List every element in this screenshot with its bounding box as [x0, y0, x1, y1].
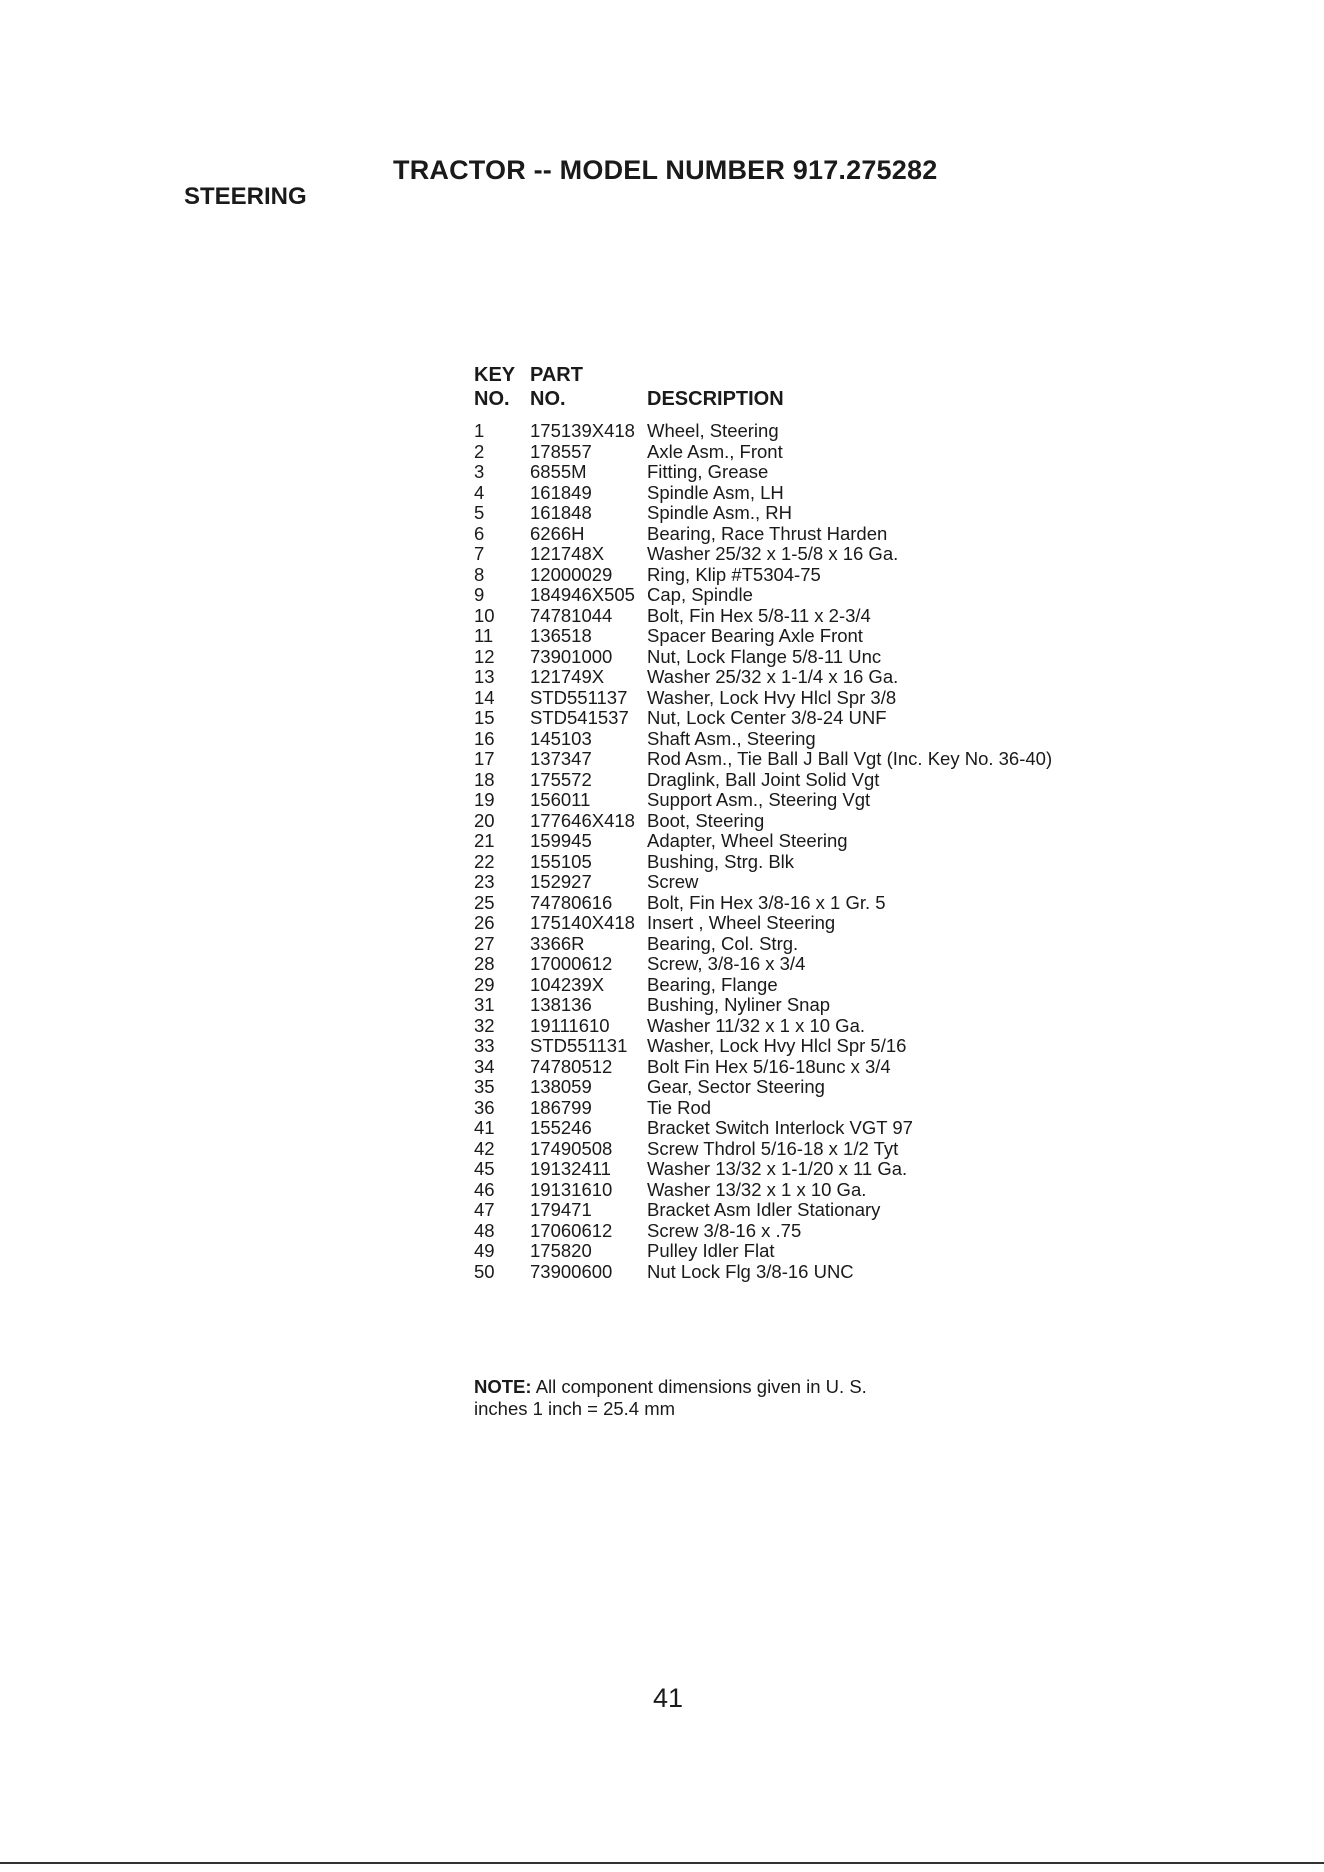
description: Washer 11/32 x 1 x 10 Ga. — [647, 1014, 865, 1036]
key-no: 31 — [474, 994, 495, 1015]
part-no: STD541537 — [530, 707, 629, 728]
part-no: STD551137 — [530, 686, 628, 708]
key-no: 8 — [474, 563, 485, 585]
key-no: 49 — [474, 1240, 495, 1261]
description: Axle Asm., Front — [647, 440, 783, 462]
part-no: 186799 — [530, 1096, 592, 1118]
description: Rod Asm., Tie Ball J Ball Vgt (Inc. Key No. 36-40) — [647, 748, 1053, 769]
part-no: 74780616 — [530, 891, 613, 913]
description: Washer 25/32 x 1-5/8 x 16 Ga. — [647, 543, 899, 564]
key-no: 17 — [474, 748, 495, 769]
parts-table — [474, 363, 1052, 1282]
table-row — [474, 1241, 1052, 1262]
table-row — [474, 1200, 1052, 1221]
key-no: 32 — [474, 1014, 495, 1036]
key-no: 33 — [474, 1035, 495, 1056]
table-row — [474, 1016, 1052, 1037]
part-no: 152927 — [530, 871, 592, 892]
key-no: 7 — [474, 543, 485, 564]
table-row — [474, 626, 1052, 647]
key-no: 18 — [474, 768, 495, 790]
description: Bushing, Strg. Blk — [647, 850, 795, 872]
description: Bracket Asm Idler Stationary — [647, 1199, 881, 1220]
note-text: All component dimensions given in U. S. — [535, 1376, 867, 1397]
table-row — [474, 483, 1052, 504]
table-row — [474, 749, 1052, 770]
table-row — [474, 872, 1052, 893]
part-no: 159945 — [530, 830, 592, 851]
description: Spacer Bearing Axle Front — [647, 625, 863, 646]
table-row — [474, 811, 1052, 832]
description: Spindle Asm., RH — [647, 502, 792, 523]
key-no: 27 — [474, 932, 495, 954]
table-row — [474, 852, 1052, 873]
key-no: 5 — [474, 502, 485, 523]
table-row — [474, 934, 1052, 955]
section-title: STEERING — [184, 183, 307, 210]
table-row — [474, 688, 1052, 709]
description: Washer 25/32 x 1-1/4 x 16 Ga. — [647, 666, 899, 687]
description: Cap, Spindle — [647, 584, 753, 605]
table-row — [474, 606, 1052, 627]
description: Washer, Lock Hvy Hlcl Spr 3/8 — [647, 686, 897, 708]
description: Wheel, Steering — [647, 420, 779, 441]
table-row — [474, 1262, 1052, 1283]
description: Bolt, Fin Hex 3/8-16 x 1 Gr. 5 — [647, 891, 886, 913]
description: Bushing, Nyliner Snap — [647, 994, 831, 1015]
description: Screw — [647, 871, 699, 892]
table-row — [474, 708, 1052, 729]
part-no: 175140X418 — [530, 912, 635, 933]
part-no: 74780512 — [530, 1055, 613, 1077]
part-no: 175820 — [530, 1240, 592, 1261]
table-row — [474, 1180, 1052, 1201]
note-line-1 — [474, 1376, 954, 1398]
part-no: 136518 — [530, 625, 592, 646]
description: Support Asm., Steering Vgt — [647, 789, 871, 810]
description: Spindle Asm, LH — [647, 481, 784, 503]
description: Washer 13/32 x 1-1/20 x 11 Ga. — [647, 1158, 908, 1179]
key-no: 12 — [474, 645, 495, 667]
description: Gear, Sector Steering — [647, 1076, 825, 1097]
table-row — [474, 729, 1052, 750]
table-row — [474, 1221, 1052, 1242]
note-line-2: inches 1 inch = 25.4 mm — [474, 1398, 676, 1419]
description: Screw, 3/8-16 x 3/4 — [647, 953, 806, 974]
key-no: 34 — [474, 1055, 495, 1077]
table-row — [474, 831, 1052, 852]
table-row — [474, 524, 1052, 545]
table-body — [474, 421, 1052, 1282]
table-row — [474, 913, 1052, 934]
header-key-bottom: NO. — [474, 388, 510, 410]
table-header-row-2 — [474, 387, 1052, 411]
header-part-bottom: NO. — [530, 388, 566, 410]
part-no: 73900600 — [530, 1260, 613, 1282]
part-no: 19132411 — [530, 1158, 611, 1179]
description: Nut, Lock Center 3/8-24 UNF — [647, 707, 887, 728]
key-no: 1 — [474, 420, 485, 441]
page-number: 41 — [652, 1683, 684, 1713]
bottom-rule — [0, 1862, 1324, 1864]
description: Ring, Klip #T5304-75 — [647, 563, 821, 585]
table-row — [474, 1057, 1052, 1078]
key-no: 16 — [474, 727, 495, 749]
note — [474, 1376, 954, 1420]
part-no: 137347 — [530, 748, 592, 769]
header-description: DESCRIPTION — [647, 388, 784, 410]
part-no: 121749X — [530, 666, 605, 687]
table-row — [474, 544, 1052, 565]
table-row — [474, 1036, 1052, 1057]
part-no: 177646X418 — [530, 809, 635, 831]
key-no: 41 — [474, 1117, 495, 1138]
part-no: 145103 — [530, 727, 592, 749]
description: Adapter, Wheel Steering — [647, 830, 848, 851]
key-no: 11 — [474, 625, 494, 646]
part-no: 6266H — [530, 522, 585, 544]
part-no: 6855M — [530, 461, 587, 482]
key-no: 14 — [474, 686, 495, 708]
description: Shaft Asm., Steering — [647, 727, 816, 749]
description: Nut Lock Flg 3/8-16 UNC — [647, 1260, 854, 1282]
key-no: 25 — [474, 891, 495, 913]
description: Washer 13/32 x 1 x 10 Ga. — [647, 1178, 867, 1200]
part-no: 17490508 — [530, 1137, 613, 1159]
part-no: 175139X418 — [530, 420, 635, 441]
key-no: 45 — [474, 1158, 495, 1179]
part-no: 155246 — [530, 1117, 592, 1138]
part-no: 161849 — [530, 481, 592, 503]
table-row — [474, 1159, 1052, 1180]
key-no: 21 — [474, 830, 495, 851]
table-row — [474, 442, 1052, 463]
note-label: NOTE: — [474, 1376, 532, 1397]
key-no: 23 — [474, 871, 495, 892]
table-row — [474, 462, 1052, 483]
key-no: 48 — [474, 1219, 495, 1241]
description: Nut, Lock Flange 5/8-11 Unc — [647, 645, 882, 667]
key-no: 36 — [474, 1096, 495, 1118]
description: Bolt Fin Hex 5/16-18unc x 3/4 — [647, 1055, 891, 1077]
part-no: 3366R — [530, 932, 585, 954]
part-no: 155105 — [530, 850, 592, 872]
description: Bracket Switch Interlock VGT 97 — [647, 1117, 913, 1138]
key-no: 6 — [474, 522, 485, 544]
page-title: TRACTOR -- MODEL NUMBER 917.275282 — [393, 155, 938, 185]
key-no: 2 — [474, 440, 485, 462]
header-part-top: PART — [530, 364, 583, 386]
description: Bearing, Col. Strg. — [647, 932, 799, 954]
table-row — [474, 647, 1052, 668]
table-row — [474, 995, 1052, 1016]
header-key-top: KEY — [474, 364, 516, 386]
part-no: 179471 — [530, 1199, 592, 1220]
part-no: STD551131 — [530, 1035, 628, 1056]
key-no: 50 — [474, 1260, 495, 1282]
key-no: 46 — [474, 1178, 495, 1200]
description: Pulley Idler Flat — [647, 1240, 775, 1261]
key-no: 20 — [474, 809, 495, 831]
key-no: 4 — [474, 481, 485, 503]
description: Bolt, Fin Hex 5/8-11 x 2-3/4 — [647, 604, 871, 626]
table-row — [474, 421, 1052, 442]
description: Tie Rod — [647, 1096, 712, 1118]
description: Insert , Wheel Steering — [647, 912, 836, 933]
table-row — [474, 1118, 1052, 1139]
part-no: 104239X — [530, 973, 605, 995]
key-no: 15 — [474, 707, 495, 728]
key-no: 9 — [474, 584, 485, 605]
table-row — [474, 1139, 1052, 1160]
key-no: 47 — [474, 1199, 495, 1220]
key-no: 42 — [474, 1137, 495, 1159]
description: Bearing, Flange — [647, 973, 778, 995]
part-no: 161848 — [530, 502, 592, 523]
part-no: 74781044 — [530, 604, 613, 626]
key-no: 22 — [474, 850, 495, 872]
key-no: 3 — [474, 461, 485, 482]
key-no: 10 — [474, 604, 495, 626]
part-no: 184946X505 — [530, 584, 635, 605]
part-no: 19111610 — [530, 1014, 610, 1036]
table-row — [474, 1077, 1052, 1098]
part-no: 156011 — [530, 789, 591, 810]
table-row — [474, 1098, 1052, 1119]
table-row — [474, 503, 1052, 524]
description: Fitting, Grease — [647, 461, 769, 482]
part-no: 138136 — [530, 994, 592, 1015]
part-no: 73901000 — [530, 645, 613, 667]
part-no: 175572 — [530, 768, 592, 790]
key-no: 35 — [474, 1076, 495, 1097]
table-row — [474, 893, 1052, 914]
description: Bearing, Race Thrust Harden — [647, 522, 888, 544]
key-no: 29 — [474, 973, 495, 995]
description: Screw 3/8-16 x .75 — [647, 1219, 802, 1241]
description: Screw Thdrol 5/16-18 x 1/2 Tyt — [647, 1137, 899, 1159]
table-row — [474, 667, 1052, 688]
description: Washer, Lock Hvy Hlcl Spr 5/16 — [647, 1035, 907, 1056]
table-row — [474, 975, 1052, 996]
table-row — [474, 585, 1052, 606]
part-no: 178557 — [530, 440, 592, 462]
part-no: 121748X — [530, 543, 605, 564]
key-no: 26 — [474, 912, 495, 933]
key-no: 13 — [474, 666, 495, 687]
part-no: 19131610 — [530, 1178, 613, 1200]
key-no: 28 — [474, 953, 495, 974]
part-no: 17000612 — [530, 953, 613, 974]
part-no: 12000029 — [530, 563, 613, 585]
table-row — [474, 790, 1052, 811]
description: Boot, Steering — [647, 809, 765, 831]
table-row — [474, 770, 1052, 791]
table-header-row-1 — [474, 363, 1052, 387]
table-row — [474, 565, 1052, 586]
key-no: 19 — [474, 789, 495, 810]
table-row — [474, 954, 1052, 975]
part-no: 17060612 — [530, 1219, 613, 1241]
description: Draglink, Ball Joint Solid Vgt — [647, 768, 880, 790]
part-no: 138059 — [530, 1076, 592, 1097]
